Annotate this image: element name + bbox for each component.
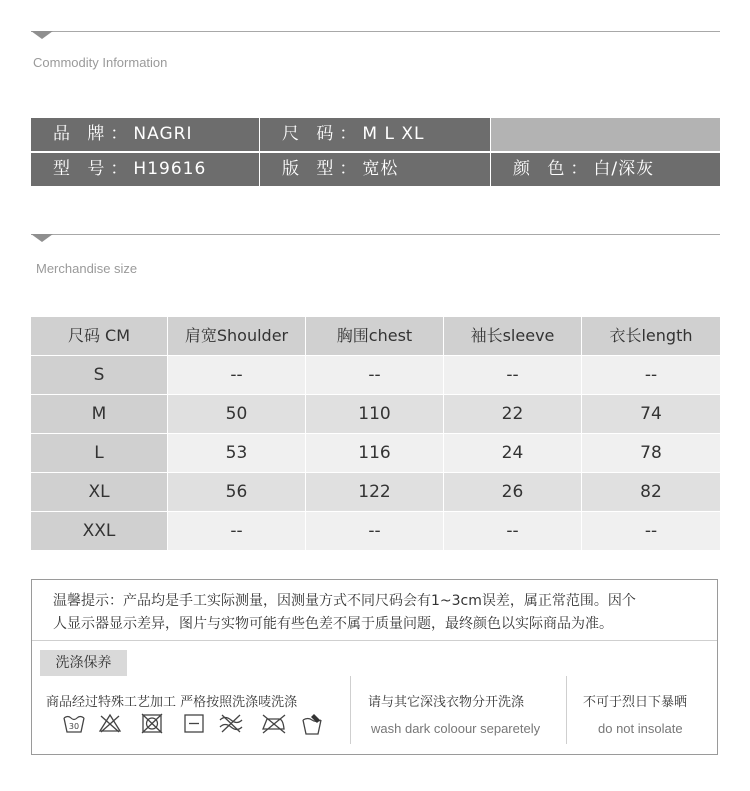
commodity-heading: Commodity Information	[33, 55, 168, 70]
model-value: H19616	[133, 159, 207, 179]
shoulder-value: --	[168, 356, 305, 394]
length-value: 74	[582, 395, 720, 433]
sleeve-value: 24	[444, 434, 581, 472]
chest-value: 110	[306, 395, 443, 433]
size-label: S	[31, 356, 167, 394]
no-wring-icon	[218, 712, 244, 734]
shoulder-value: 53	[168, 434, 305, 472]
care-instruction-text: 商品经过特殊工艺加工 严格按照洗涤唛洗涤	[46, 695, 298, 710]
line-dry-icon	[182, 712, 206, 734]
no-sun-text: 不可于烈日下暴晒	[583, 695, 688, 710]
chest-value: --	[306, 356, 443, 394]
measurement-tip: 温馨提示：产品均是手工实际测量，因测量方式不同尺码会有1~3cm误差，属正常范围。因个 人显示器显示差异，图片与实物可能有些色差不属于质量问题，最终颜色以实际商品为准。	[53, 593, 636, 632]
fit-value: 宽松	[362, 159, 399, 179]
section-marker-icon	[31, 31, 53, 39]
chest-value: 122	[306, 473, 443, 511]
no-bleach-icon	[98, 712, 122, 734]
separate-wash-text: 请与其它深浅衣物分开洗涤	[368, 695, 525, 710]
brand-value: NAGRI	[133, 124, 193, 144]
table-row	[31, 395, 720, 433]
sleeve-value: 26	[444, 473, 581, 511]
table-row	[31, 356, 720, 394]
hand-wash-icon	[62, 712, 86, 734]
section-marker-icon	[31, 234, 53, 242]
table-row	[31, 434, 720, 472]
size-value: M L XL	[362, 124, 425, 144]
size-label: L	[31, 434, 167, 472]
divider	[32, 640, 717, 641]
section-divider	[31, 234, 720, 235]
length-value: --	[582, 512, 720, 550]
separate-wash-en: wash dark coloour separetely	[371, 721, 541, 736]
svg-text:30: 30	[68, 722, 80, 731]
length-value: 78	[582, 434, 720, 472]
size-label: XXL	[31, 512, 167, 550]
table-row	[31, 473, 720, 511]
shoulder-value: --	[168, 512, 305, 550]
header-length: 衣长length	[582, 317, 720, 355]
no-sun-en: do not insolate	[598, 721, 683, 736]
no-tumble-dry-icon	[140, 712, 164, 734]
header-shoulder: 肩宽Shoulder	[168, 317, 305, 355]
size-table-header	[31, 317, 720, 355]
shoulder-value: 56	[168, 473, 305, 511]
divider	[350, 676, 351, 744]
brand-cell: 品 牌：NAGRI	[31, 118, 259, 151]
model-cell: 型 号：H19616	[31, 153, 259, 186]
table-row	[31, 512, 720, 550]
sleeve-value: 22	[444, 395, 581, 433]
header-size: 尺码 CM	[31, 317, 167, 355]
header-sleeve: 袖长sleeve	[444, 317, 581, 355]
length-value: --	[582, 356, 720, 394]
commodity-info-table	[31, 118, 720, 186]
section-divider	[31, 31, 720, 32]
header-chest: 胸围chest	[306, 317, 443, 355]
size-label: XL	[31, 473, 167, 511]
chest-value: 116	[306, 434, 443, 472]
size-label: M	[31, 395, 167, 433]
size-cell: 尺 码：M L XL	[260, 118, 490, 151]
divider	[566, 676, 567, 744]
length-value: 82	[582, 473, 720, 511]
color-value: 白/深灰	[593, 159, 655, 179]
empty-cell	[491, 118, 720, 151]
dry-clean-icon	[300, 712, 324, 736]
care-tag: 洗涤保养	[40, 650, 127, 676]
sleeve-value: --	[444, 356, 581, 394]
care-notice-box	[31, 579, 718, 755]
fit-cell: 版 型：宽松	[260, 153, 490, 186]
sleeve-value: --	[444, 512, 581, 550]
no-iron-icon	[260, 712, 288, 734]
shoulder-value: 50	[168, 395, 305, 433]
color-cell: 颜 色：白/深灰	[491, 153, 720, 186]
chest-value: --	[306, 512, 443, 550]
merchandise-heading: Merchandise size	[36, 261, 138, 276]
